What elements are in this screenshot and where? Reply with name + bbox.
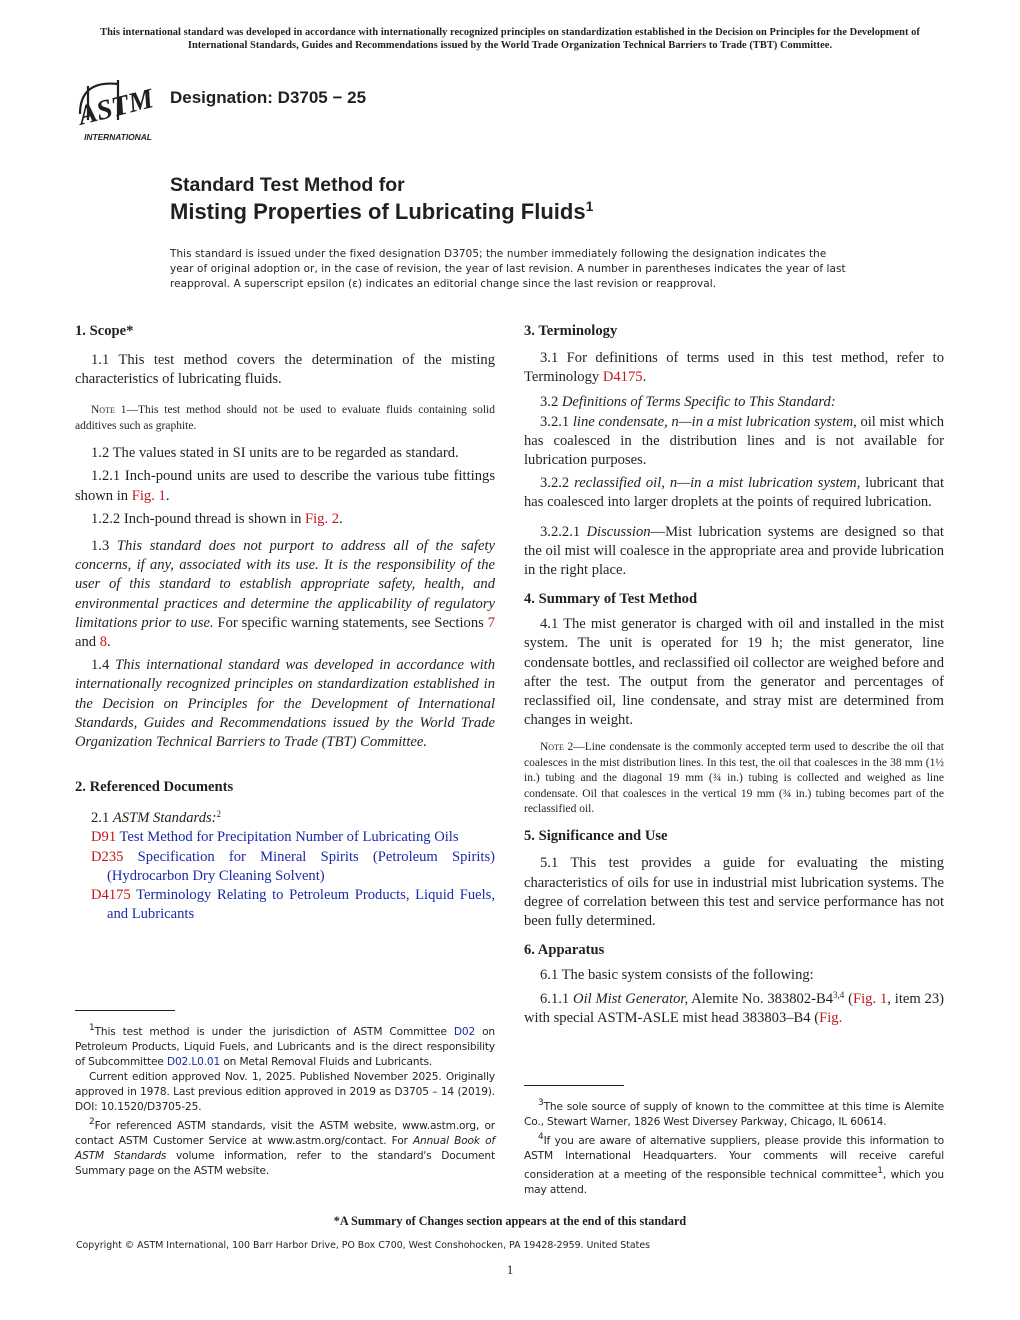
para-1-3-num: 1.3 — [91, 538, 117, 555]
para-5-1: 5.1 This test provides a guide for evaluating the misting characteristics of oils for use in industrial mist lubrication systems. The degree of correlation between this test and service performance has not been fully determined. — [524, 855, 944, 930]
committee-d02-link[interactable]: D02 — [453, 1026, 476, 1038]
para-3-2 — [524, 393, 944, 412]
copyright: Copyright © ASTM International, 100 Barr Harbor Drive, PO Box C700, West Conshohocken, PA 19428-2959. United States — [76, 1240, 650, 1251]
issuance-statement: This standard is issued under the fixed designation D3705; the number immediately following the designation indicates the year of original adoption or, in the case of revision, the year of last revision. A number in parentheses indicates the year of last reapproval. A superscript epsilon (ε) indicates an editorial change since the last revision or reapproval. — [170, 248, 846, 290]
footnote-rule-left — [75, 1010, 175, 1011]
para-3-2-2-1-text: —Mist lubrication systems are designed so that the oil mist will coalesce in the appropriate area and provide lubrication in the right place. — [524, 523, 944, 579]
para-3-2-1-text: , oil mist which has coalesced in the distribution lines and is not available for lubrication purposes. — [524, 413, 945, 469]
footnotes-left — [75, 1021, 495, 1179]
note-2 — [524, 740, 944, 817]
para-1-1: 1.1 This test method covers the determination of the misting characteristics of lubricating fluids. — [75, 352, 495, 388]
footnote-3 — [524, 1096, 944, 1130]
para-1-2-2 — [75, 510, 495, 529]
para-1-2: 1.2 The values stated in SI units are to be regarded as standard. — [91, 445, 459, 462]
footnote-2-italic: Annual Book of ASTM Standards — [75, 1135, 495, 1162]
logo-text: ASTM — [75, 83, 157, 132]
para-3-2-2 — [524, 474, 944, 512]
para-3-2-2-1-italic: Discussion — [586, 523, 651, 540]
section-5-heading: 5. Significance and Use — [524, 828, 668, 845]
title-line-2 — [170, 198, 593, 225]
subcommittee-link[interactable]: D02.L0.01 — [166, 1056, 221, 1068]
right-column — [524, 322, 944, 1028]
para-3-2-1-term: line condensate, n—in a mist lubrication system — [572, 413, 854, 430]
para-1-3-end: . — [107, 634, 111, 651]
section-7-link[interactable]: 7 — [487, 614, 495, 631]
para-6-1-1 — [524, 986, 944, 1028]
para-1-4-num: 1.4 — [91, 657, 116, 674]
designation: Designation: D3705 − 25 — [170, 88, 367, 107]
para-3-2-2-num: 3.2.2 — [540, 475, 575, 492]
title-footnote-mark: 1 — [585, 198, 594, 214]
section-8-link[interactable]: 8 — [99, 634, 108, 651]
left-column — [75, 322, 495, 924]
para-1-2-2-end: . — [339, 510, 343, 527]
footnote-4-sup: 1 — [877, 1166, 883, 1176]
note-1-text: —This test method should not be used to evaluate fluids containing solid additives such as graphite. — [75, 404, 495, 432]
top-note: This international standard was developed in accordance with internationally recognized principles on standardization established in the Decision on Principles for the Development of International Standards, Guides and Recommendations issued by the World Trade Organization Technical Barriers to Trade (TBT) Committee. — [100, 27, 920, 51]
para-3-2-1 — [524, 413, 944, 471]
para-3-2-2-term: reclassified oil, n—in a mist lubrication system — [574, 475, 857, 492]
para-3-2-2-1 — [524, 523, 944, 581]
para-6-1-1-text-a: Alemite No. 383802-B4 — [688, 990, 834, 1007]
footnote-4-text-a: If you are aware of alternative suppliers, please provide this information to ASTM International Headquarters. Your comments will receive careful consideration at a meeting of the responsible technical committee — [524, 1135, 944, 1181]
summary-of-changes-note: *A Summary of Changes section appears at the end of this standard — [333, 1214, 687, 1228]
section-3-heading: 3. Terminology — [524, 323, 618, 339]
fig-1-link[interactable]: Fig. 1 — [131, 487, 166, 504]
para-1-3-text: For specific warning statements, see Sections — [213, 614, 488, 631]
para-1-4-italic: This international standard was developed in accordance with internationally recognized principles on standardization established in the Decision on Principles for the Development of International Standards, Guides and Recommendations issued by the World Trade Organization Technical Barriers to Trade (TBT) Committee. — [75, 657, 496, 751]
para-6-1-1-paren: ( — [844, 990, 854, 1007]
para-6-1-1-text-b: , item 23) with special ASTM-ASLE mist head 383803–B4 ( — [524, 990, 945, 1026]
footnote-3-mark: 3 — [538, 1098, 544, 1108]
section-4-heading: 4. Summary of Test Method — [524, 591, 698, 608]
ref-d4175-title[interactable]: Terminology Relating to Petroleum Products, Liquid Fuels, and Lubricants — [107, 887, 495, 923]
footnote-1-text-b: on Petroleum Products, Liquid Fuels, and Lubricants and is the direct responsibility of Subcommittee — [75, 1026, 495, 1068]
fig-2-link[interactable]: Fig. 2 — [305, 510, 340, 527]
para-3-1 — [524, 349, 944, 387]
ref-d91 — [91, 828, 495, 847]
ref-d235-title[interactable]: Specification for Mineral Spirits (Petroleum Spirits) (Hydrocarbon Dry Cleaning Solvent) — [107, 848, 495, 884]
fig-1-link-2[interactable]: Fig. 1 — [853, 990, 888, 1007]
para-3-2-num: 3.2 — [540, 394, 562, 411]
para-2-1 — [75, 805, 495, 828]
footnote-4-text-b: , which you may attend. — [524, 1169, 944, 1196]
footnote-1-mark: 1 — [89, 1023, 95, 1033]
para-3-2-2-1-num: 3.2.2.1 — [540, 523, 587, 540]
ref-d235 — [91, 848, 495, 886]
ref-d91-code[interactable]: D91 — [91, 829, 117, 846]
para-6-1-1-italic: Oil Mist Generator, — [573, 990, 689, 1007]
footnotes-right — [524, 1096, 944, 1198]
ref-d4175 — [91, 886, 495, 924]
note-2-text: —Line condensate is the commonly accepted term used to describe the oil that coalesces in the mist distribution lines. In this test, the oil that coalesces in the 38 mm (1½ in.) tubing and the diagonal 19 mm (¾ in.) tubing is collected and weighed as line condensate. Oil that coalesces in the vertical 19 mm (¾ in.) tubing becomes part of the reclassified oil. — [524, 741, 944, 816]
para-1-2-1-end: . — [165, 487, 170, 504]
para-1-2-2-text: 1.2.2 Inch-pound thread is shown in — [91, 510, 306, 527]
note-1 — [75, 403, 495, 434]
page-number: 1 — [506, 1262, 514, 1277]
title-line-1: Standard Test Method for — [170, 174, 405, 196]
para-3-1-text: 3.1 For definitions of terms used in this test method, refer to Terminology — [524, 350, 944, 386]
footnote-4 — [524, 1130, 944, 1198]
footnote-4-mark: 4 — [538, 1132, 544, 1142]
footnote-2-mark: 2 — [89, 1117, 95, 1127]
ref-d235-code[interactable]: D235 — [91, 848, 124, 865]
section-2-heading: 2. Referenced Documents — [75, 779, 234, 796]
para-4-1: 4.1 The mist generator is charged with oil and installed in the mist system. The unit is operated for 19 h; the mist generator, line condensate bottles, and reclassified oil collector are weighed before and after the test. The output from the generator and percentages of reclassified oil, line condensate, and stray mist are determined from changes in weight. — [524, 616, 944, 729]
para-2-1-italic: ASTM Standards: — [112, 810, 217, 827]
footnote-1-text-a: This test method is under the jurisdiction of ASTM Committee — [94, 1026, 454, 1038]
footnote-1-edition: Current edition approved Nov. 1, 2025. Published November 2025. Originally approved in 1978. Last previous edition approved in 2019 as D3705 – 14 (2019). DOI: 10.1520/D3705-25. — [75, 1071, 495, 1113]
footnote-3-4-ref: 3,4 — [833, 989, 845, 1000]
note-1-label: Note 1 — [91, 404, 127, 417]
section-6-heading: 6. Apparatus — [524, 942, 605, 959]
footnote-2 — [75, 1115, 495, 1179]
title-text: Misting Properties of Lubricating Fluids — [170, 199, 586, 224]
footnote-rule-right — [524, 1085, 624, 1086]
section-1-heading: 1. Scope* — [75, 323, 134, 339]
footnote-1 — [75, 1021, 495, 1070]
footnote-3-text: The sole source of supply of known to the committee at this time is Alemite Co., Stewart Warner, 1826 West Diversey Parkway, Chicago, IL 60614. — [524, 1101, 944, 1128]
footnote-2-text-a: For referenced ASTM standards, visit the ASTM website, www.astm.org, or contact ASTM Customer Service at www.astm.org/contact. For — [75, 1120, 495, 1147]
footnote-1-text-c: on Metal Removal Fluids and Lubricants. — [220, 1056, 433, 1068]
astm-logo — [74, 74, 160, 144]
para-1-4 — [75, 656, 495, 752]
para-3-2-1-num: 3.2.1 — [540, 413, 573, 430]
para-1-2-1 — [75, 467, 495, 505]
footnote-2-ref: 2 — [216, 809, 222, 820]
footnote-2-text-b: volume information, refer to the standard's Document Summary page on the ASTM website. — [75, 1150, 495, 1177]
para-2-1-num: 2.1 — [91, 810, 113, 827]
ref-d91-title[interactable]: Test Method for Precipitation Number of Lubricating Oils — [116, 829, 459, 846]
ref-d4175-code[interactable]: D4175 — [91, 887, 131, 904]
fig-link-3[interactable]: Fig. — [819, 1009, 843, 1026]
para-3-1-end: . — [642, 369, 647, 386]
para-1-2-1-text: 1.2.1 Inch-pound units are used to describe the various tube fittings shown in — [75, 468, 495, 504]
para-3-2-2-text: , lubricant that has coalesced into larger droplets at the points of required lubrication. — [524, 475, 945, 511]
note-2-label: Note 2 — [540, 741, 574, 754]
para-6-1-1-num: 6.1.1 — [540, 990, 574, 1007]
para-1-3 — [75, 537, 495, 652]
d4175-link[interactable]: D4175 — [602, 369, 643, 386]
para-1-3-and: and — [75, 634, 100, 651]
para-6-1: 6.1 The basic system consists of the following: — [540, 967, 814, 984]
logo-sub: INTERNATIONAL — [84, 132, 152, 142]
para-1-3-italic: This standard does not purport to address all of the safety concerns, if any, associated with its use. It is the responsibility of the user of this standard to establish appropriate safety, health, and environmental practices and determine the applicability of regulatory limitations prior to use. — [75, 538, 495, 631]
para-3-2-italic: Definitions of Terms Specific to This Standard: — [561, 394, 836, 411]
